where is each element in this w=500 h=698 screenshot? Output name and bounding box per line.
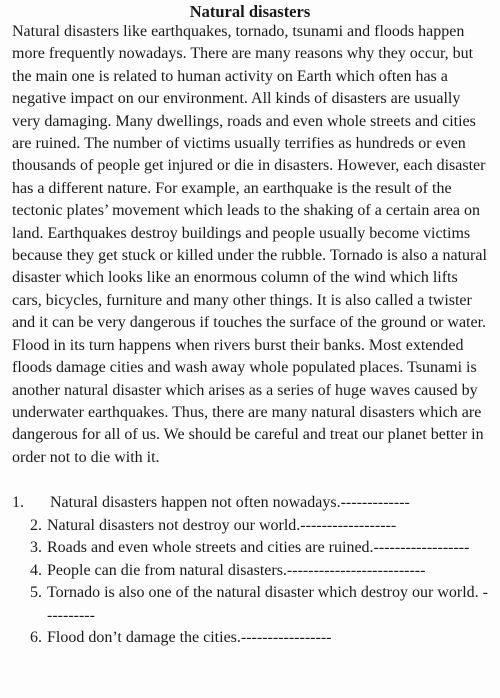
question-text: Tornado is also one of the natural disaster which destroy our world. ---------- [47,584,488,624]
question-item [0,515,500,538]
question-text: Natural disasters not destroy our world.------------------ [47,516,397,534]
question-number: 2. [30,516,42,534]
question-item [0,560,500,583]
question-item [0,537,500,560]
question-list [0,492,500,650]
question-item [0,627,500,650]
question-number: 1. [12,494,24,511]
question-text: Roads and even whole streets and cities are ruined.------------------ [47,539,470,556]
question-text: Flood don’t damage the cities.----------------- [47,629,332,646]
question-text: People can die from natural disasters.-------------------------- [47,561,426,579]
question-item [0,492,500,515]
reading-passage: Natural disasters like earthquakes, tornado, tsunami and floods happen more frequently nowadays. There are many reasons why they occur, but the main one is related to human activity on Earth which often has a negative impact on our environment. All kinds of disasters are usually very damaging. Many dwellings, roads and even whole streets and cities are ruined. The number of victims usually terrifies as hundreds or even thousands of people get injured or die in disasters. However, each disaster has a different nature. For example, an earthquake is the result of the tectonic plates’ movement which leads to the shaking of a certain area on land. Earthquakes destroy buildings and people usually become victims because they get stuck or killed under the rubble. Tornado is also a natural disaster which looks like an enormous column of the wind which lifts cars, bicycles, furniture and many other things. It is also called a twister and it can be very dangerous if touches the surface of the ground or water. Flood in its turn happens when rivers burst their banks. Most extended floods damage cities and wash away whole populated places. Tsunami is another natural disaster which arises as a series of huge waves caused by underwater earthquakes. Thus, there are many natural disasters which are dangerous for all of us. We should be careful and treat our planet better in order not to die with it. [12,23,487,466]
question-text: Natural disasters happen not often nowadays.------------- [50,494,410,511]
question-number: 4. [30,561,42,579]
question-number: 6. [30,629,42,646]
page-title: Natural disasters [189,2,311,21]
question-number: 5. [30,584,42,601]
question-number: 3. [30,539,42,556]
question-item [0,582,500,627]
